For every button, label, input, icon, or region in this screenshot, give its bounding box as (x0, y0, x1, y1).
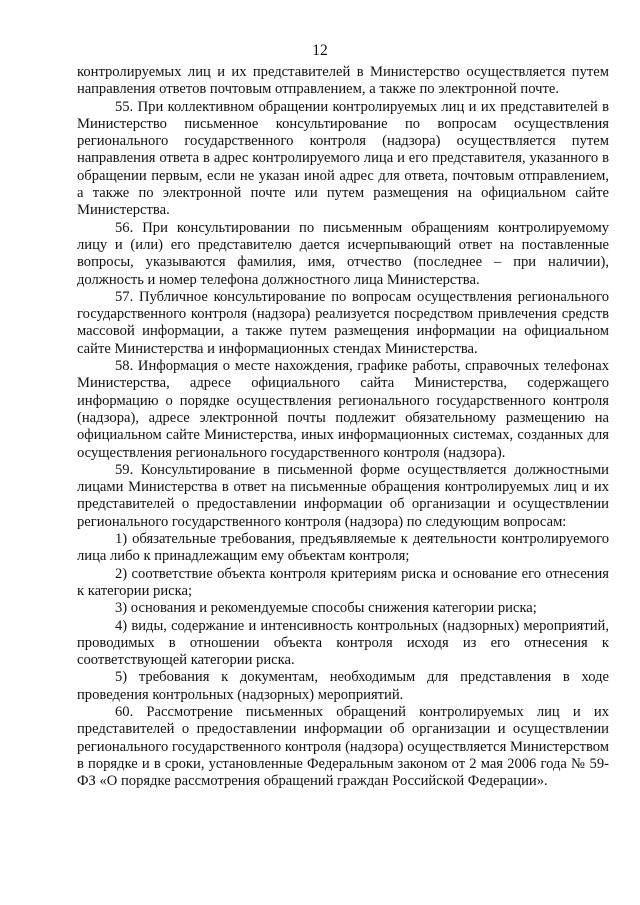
paragraph-continuation: контролируемых лиц и их представителей в Министерство осуществляется путем направления ответов почтовым отправлением, а также по электронной почте. (77, 64, 609, 98)
paragraph-57: 57. Публичное консультирование по вопросам осуществления регионального государственного контроля (надзора) реализуется посредством привлечения средств массовой информации, а также путем размещения информации на официальном сайте Министерства и информационных стендах Министерства. (77, 288, 609, 357)
paragraph-56: 56. При консультировании по письменным обращениям контролируемому лицу и (или) его представителю дается исчерпывающий ответ на поставленные вопросы, указываются фамилия, имя, отчество (последнее – при наличии), должность и номер телефона должностного лица Министерства. (77, 219, 609, 288)
paragraph-60: 60. Рассмотрение письменных обращений контролируемых лиц и их представителей о предоставлении информации об организации и осуществлении регионального государственного контроля (надзора) осуществляется Министерством в порядке и в сроки, установленные Федеральным законом от 2 мая 2006 года № 59-ФЗ «О порядке рассмотрения обращений граждан Российской Федерации». (77, 703, 609, 790)
list-item-1: 1) обязательные требования, предъявляемые к деятельности контролируемого лица либо к принадлежащим ему объектам контроля; (77, 531, 609, 565)
paragraph-58: 58. Информация о месте нахождения, графике работы, справочных телефонах Министерства, адресе официального сайта Министерства, содержащего информацию о порядке осуществления регионального государственного контроля (надзора), адресе электронной почты подлежит обязательному размещению на официальном сайте Министерства, иных информационных системах, созданных для осуществления регионального государственного контроля (надзора). (77, 358, 609, 461)
document-body (77, 64, 609, 790)
list-item-5: 5) требования к документам, необходимым для представления в ходе проведения контрольных (надзорных) мероприятий. (77, 669, 609, 703)
paragraph-59: 59. Консультирование в письменной форме осуществляется должностными лицами Министерства в ответ на письменные обращения контролируемых лиц и их представителей о предоставлении информации об организации и осуществлении регионального государственного контроля (надзора) по следующим вопросам: (77, 461, 609, 530)
list-item-3: 3) основания и рекомендуемые способы снижения категории риска; (115, 600, 537, 617)
page-number: 12 (312, 42, 328, 59)
list-item-4: 4) виды, содержание и интенсивность контрольных (надзорных) мероприятий, проводимых в отношении объекта контроля исходя из его отнесения к соответствующей категории риска. (77, 617, 609, 669)
list-item-2: 2) соответствие объекта контроля критериям риска и основание его отнесения к категории риска; (77, 565, 609, 599)
paragraph-55: 55. При коллективном обращении контролируемых лиц и их представителей в Министерство письменное консультирование по вопросам осуществления регионального государственного контроля (надзора) осуществляется путем направления ответа в адрес контролируемого лица и его представителя, указанного в обращении первым, если не указан иной адрес для ответа, почтовым отправлением, а также по электронной почте или путем размещения на официальном сайте Министерства. (77, 98, 609, 219)
